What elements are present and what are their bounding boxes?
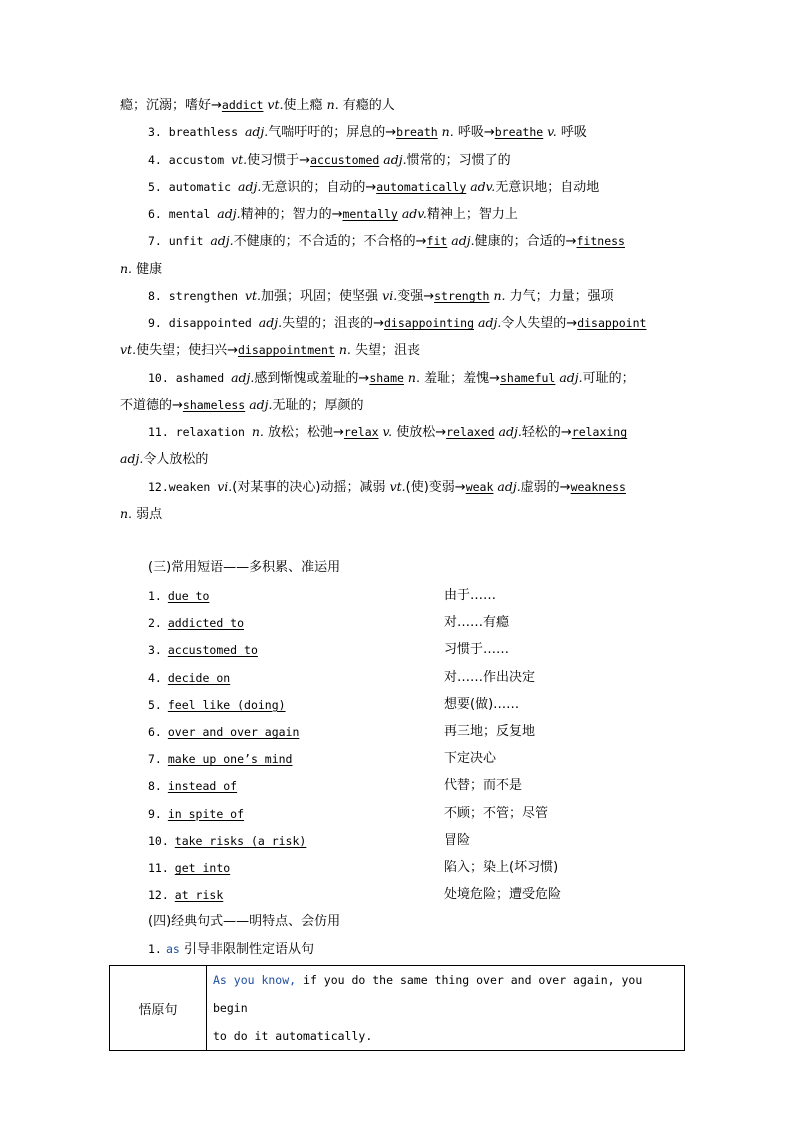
definition: 健康的；合适的→ — [474, 234, 577, 249]
phrase-meaning: 冒险 — [444, 832, 471, 848]
definition: 弱点 — [132, 507, 163, 522]
phrase-english — [148, 885, 223, 906]
headword: 8. strengthen — [148, 289, 245, 303]
phrase-number: 4. — [148, 670, 162, 685]
part-of-speech: adj. — [555, 370, 583, 385]
definition: 轻松的→ — [521, 425, 572, 440]
phrase-english — [148, 586, 209, 607]
phrase-text: feel like (doing) — [167, 697, 286, 712]
phrase-english — [148, 613, 244, 634]
headword: 10. ashamed — [148, 371, 232, 385]
answer-word: disappointment — [237, 343, 335, 357]
phrase-number: 8. — [148, 779, 162, 794]
definition: 感到惭愧或羞耻的→ — [254, 371, 370, 386]
part-of-speech: adj. — [493, 479, 521, 494]
definition: 气喘吁吁的；屏息的→ — [268, 125, 397, 140]
phrase-number: 6. — [148, 725, 162, 739]
answer-word: mentally — [342, 207, 398, 221]
part-of-speech: adj. — [217, 206, 241, 221]
vocab-line-9b — [120, 340, 420, 361]
phrase-text: over and over again — [167, 725, 300, 739]
definition: 令人放松的 — [143, 452, 209, 467]
phrase-text: addicted to — [167, 616, 245, 631]
example-label: 悟原句 — [110, 966, 207, 1051]
definition: 令人失望的→ — [501, 316, 578, 331]
vocab-line-5 — [148, 177, 599, 198]
part-of-speech: adj. — [231, 370, 255, 385]
part-of-speech: n. — [120, 261, 133, 276]
part-of-speech: n. — [120, 506, 133, 521]
phrase-meaning: 想要(做)…… — [444, 696, 520, 712]
part-of-speech: adj. — [474, 315, 502, 330]
definition: 失望；沮丧 — [350, 343, 421, 358]
definition: 加强；巩固；使坚强 — [261, 289, 383, 304]
phrase-text: in spite of — [167, 806, 245, 821]
phrase-english — [148, 749, 292, 770]
phrase-number: 2. — [148, 616, 162, 631]
answer-word: relaxing — [571, 425, 628, 439]
sentence-title: 引导非限制性定语从句 — [184, 942, 315, 957]
definition: 无耻的；厚颜的 — [272, 398, 364, 413]
vocab-line-6 — [148, 204, 518, 225]
answer-word: fit — [426, 234, 448, 248]
part-of-speech: vt. — [120, 342, 137, 357]
example-highlight: As you know, — [213, 973, 297, 987]
headword: 11. relaxation — [148, 425, 252, 439]
part-of-speech: adj. — [494, 424, 522, 439]
definition: (对某事的决心)动摇；减弱 — [232, 480, 390, 495]
part-of-speech: vt. — [231, 152, 248, 167]
vocab-line-10b — [120, 395, 364, 416]
sentence-keyword: as — [166, 942, 180, 956]
answer-word: breathe — [494, 125, 544, 139]
part-of-speech: adv. — [466, 179, 496, 194]
vocab-line-7b — [120, 259, 162, 280]
part-of-speech: adj. — [238, 179, 262, 194]
definition: 使上瘾 — [283, 98, 327, 113]
definition: 精神上；智力上 — [426, 207, 518, 222]
phrase-number: 12. — [148, 888, 169, 903]
part-of-speech: adj. — [244, 124, 269, 139]
definition: 力气；力量；强项 — [505, 289, 614, 304]
part-of-speech: vi. — [382, 288, 398, 303]
phrase-english — [148, 804, 244, 825]
phrase-text: due to — [167, 589, 210, 603]
definition: 呼吸 — [556, 125, 587, 140]
part-of-speech: vt. — [389, 479, 406, 494]
headword: 7. unfit — [148, 234, 211, 248]
headword: 6. mental — [148, 207, 218, 221]
definition: 无意识的；自动的→ — [261, 180, 377, 195]
definition: 无意识地；自动地 — [495, 180, 600, 195]
phrase-meaning: 陷入；染上(坏习惯) — [444, 860, 559, 875]
vocab-line-10 — [148, 368, 635, 389]
phrase-meaning: 处境危险；遭受危险 — [444, 887, 562, 903]
phrase-english — [148, 695, 286, 716]
vocab-line-3 — [148, 122, 587, 143]
part-of-speech: n. — [437, 124, 454, 139]
answer-word: disappoint — [577, 316, 647, 330]
definition: (使)变弱→ — [405, 480, 466, 495]
phrase-text: instead of — [167, 779, 238, 794]
phrase-meaning: 下定决心 — [444, 751, 497, 767]
vocab-line-11 — [148, 422, 627, 443]
phrase-text: decide on — [167, 670, 231, 685]
definition: 失望的；沮丧的→ — [282, 316, 384, 331]
phrase-text: take risks (a risk) — [174, 833, 307, 848]
headword: 3. breathless — [148, 125, 245, 139]
part-of-speech: adj. — [210, 233, 234, 248]
answer-word: strength — [434, 289, 490, 303]
definition: 使放松→ — [392, 425, 447, 440]
phrase-meaning: 对……作出决定 — [444, 669, 536, 685]
phrase-number: 3. — [148, 643, 162, 658]
answer-word: shameful — [499, 371, 556, 385]
part-of-speech: n. — [489, 288, 506, 303]
sentence-pattern-1 — [148, 939, 314, 960]
part-of-speech: n. — [334, 342, 351, 357]
part-of-speech: vt. — [244, 288, 261, 303]
part-of-speech: vi. — [217, 479, 233, 494]
definition: 不道德的→ — [120, 398, 183, 413]
definition: 使习惯于→ — [247, 153, 311, 168]
phrase-meaning: 不顾；不管；尽管 — [444, 805, 549, 821]
sentence-number: 1. — [148, 942, 162, 956]
example-line2: to do it automatically. — [213, 1029, 373, 1043]
definition: 瘾；沉溺；嗜好→ — [120, 98, 222, 113]
vocab-line-11b — [120, 449, 208, 470]
headword: 4. accustom — [148, 153, 232, 167]
answer-word: relax — [343, 425, 379, 439]
answer-word: automatically — [376, 180, 467, 194]
part-of-speech: vt. — [263, 97, 284, 112]
phrase-text: make up one’s mind — [167, 752, 293, 767]
phrase-meaning: 对……有瘾 — [444, 615, 510, 631]
answer-word: disappointing — [384, 316, 475, 330]
phrase-meaning: 习惯于…… — [444, 642, 510, 658]
definition: 使失望；使扫兴→ — [136, 343, 238, 358]
answer-word: accustomed — [310, 153, 380, 167]
headword: 12.weaken — [148, 480, 218, 494]
example-line1: if you do the same thing over and over again, you begin — [213, 973, 643, 1015]
example-sentence — [207, 966, 685, 1051]
part-of-speech: adj. — [379, 152, 407, 167]
phrase-meaning: 由于…… — [444, 588, 497, 603]
phrase-text: accustomed to — [167, 643, 258, 658]
sentences-heading: (四)经典句式——明特点、会仿用 — [148, 914, 341, 929]
answer-word: fitness — [576, 234, 625, 248]
part-of-speech: n. — [403, 370, 420, 385]
part-of-speech: adv. — [397, 206, 427, 221]
answer-word: breath — [396, 125, 438, 139]
part-of-speech: adj. — [120, 451, 144, 466]
vocab-line-7 — [148, 231, 625, 252]
part-of-speech: adj. — [447, 233, 475, 248]
phrase-english — [148, 831, 306, 852]
part-of-speech: n. — [326, 97, 339, 112]
definition: 不健康的；不合适的；不合格的→ — [233, 234, 427, 249]
answer-word: addict — [221, 98, 264, 112]
definition: 有瘾的人 — [338, 98, 395, 113]
definition: 精神的；智力的→ — [240, 207, 343, 222]
phrase-number: 1. — [148, 589, 162, 603]
phrase-english — [148, 722, 299, 743]
vocab-line-4 — [148, 150, 511, 171]
part-of-speech: v. — [378, 424, 393, 439]
phrase-english — [148, 668, 230, 689]
vocab-line-cont — [120, 95, 395, 116]
definition: 呼吸→ — [453, 125, 495, 140]
phrase-number: 9. — [148, 806, 162, 821]
phrase-number: 5. — [148, 697, 162, 712]
part-of-speech: n. — [251, 424, 264, 439]
phrase-text: at risk — [174, 888, 224, 903]
definition: 虚弱的→ — [520, 480, 571, 495]
phrase-meaning: 再三地；反复地 — [444, 724, 536, 739]
answer-word: shame — [369, 371, 404, 385]
part-of-speech: adj. — [258, 315, 283, 330]
part-of-speech: v. — [543, 124, 557, 139]
answer-word: weakness — [570, 480, 626, 494]
part-of-speech: adj. — [245, 397, 273, 412]
headword: 5. automatic — [148, 180, 239, 194]
phrase-english — [148, 640, 258, 661]
definition: 变强→ — [397, 289, 435, 304]
phrases-heading: (三)常用短语——多积累、准运用 — [148, 560, 341, 575]
definition: 羞耻；羞愧→ — [419, 371, 500, 386]
phrase-number: 7. — [148, 752, 162, 767]
phrase-text: get into — [174, 861, 231, 875]
headword: 9. disappointed — [148, 316, 259, 330]
answer-word: relaxed — [446, 425, 495, 439]
vocab-line-12b — [120, 504, 162, 525]
example-table — [109, 965, 685, 1051]
vocab-line-8 — [148, 286, 614, 307]
answer-word: shameless — [182, 398, 246, 412]
vocab-line-12 — [148, 477, 626, 498]
definition: 惯常的；习惯了的 — [406, 153, 511, 168]
answer-word: weak — [465, 480, 494, 494]
definition: 放松；松弛→ — [263, 425, 344, 440]
vocab-line-9 — [148, 313, 646, 334]
phrase-number: 11. — [148, 861, 169, 875]
phrase-number: 10. — [148, 833, 169, 848]
definition: 可耻的； — [582, 371, 635, 386]
phrase-meaning: 代替；而不是 — [444, 778, 523, 794]
definition: 健康 — [132, 262, 163, 277]
phrase-english — [148, 776, 237, 797]
phrase-english — [148, 858, 230, 879]
